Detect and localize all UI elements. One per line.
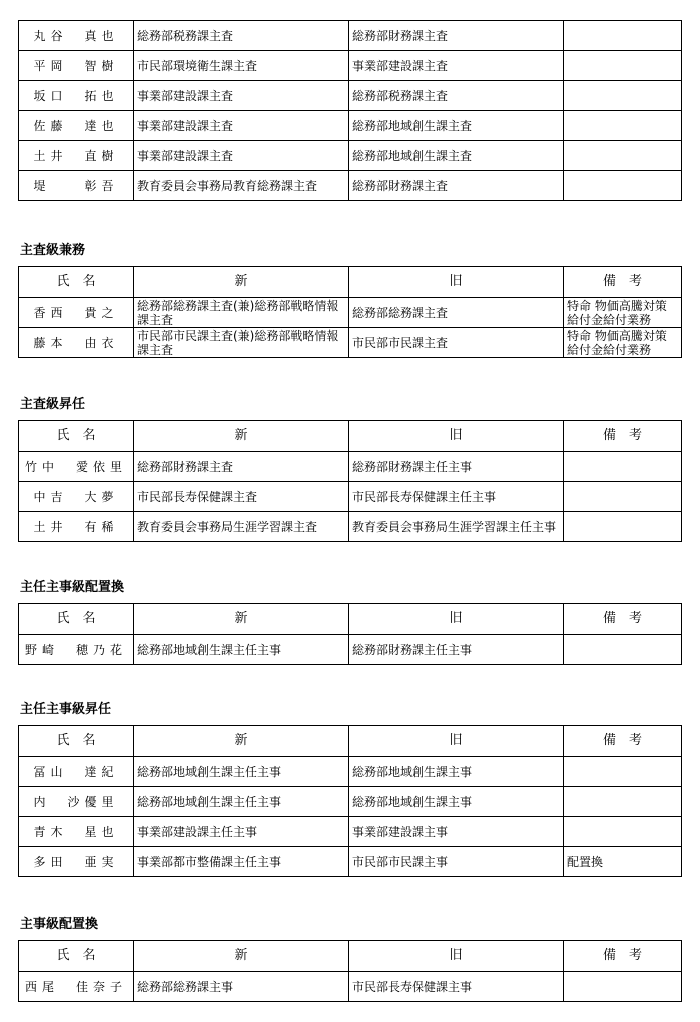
section-title: 主任主事級昇任	[20, 702, 112, 717]
table-row	[19, 171, 682, 201]
header-name: 氏 名	[19, 604, 134, 635]
personnel-table-transfer-staff	[18, 940, 681, 1002]
note-cell	[564, 171, 682, 201]
old-post-cell: 総務部地域創生課主査	[349, 111, 564, 141]
new-post-cell: 事業部建設課主査	[134, 81, 349, 111]
personnel-table-top	[18, 20, 681, 201]
old-post-cell: 市民部長寿保健課主任主事	[349, 482, 564, 512]
new-post-cell: 事業部建設課主査	[134, 111, 349, 141]
table-row	[19, 757, 682, 787]
old-post-cell: 総務部地域創生課主事	[349, 787, 564, 817]
header-old: 旧	[349, 941, 564, 972]
table-row	[19, 51, 682, 81]
note-cell	[564, 817, 682, 847]
table-header-row	[19, 941, 682, 972]
name-cell: 堤 彰吾	[19, 171, 134, 201]
header-name: 氏 名	[19, 941, 134, 972]
old-post-cell: 総務部財務課主査	[349, 21, 564, 51]
note-cell	[564, 81, 682, 111]
note-cell	[564, 757, 682, 787]
header-new: 新	[134, 604, 349, 635]
old-post-cell: 市民部市民課主査	[349, 328, 564, 358]
new-post-cell: 教育委員会事務局生涯学習課主査	[134, 512, 349, 542]
note-cell	[564, 512, 682, 542]
header-note: 備 考	[564, 604, 682, 635]
personnel-table-transfer-senior	[18, 603, 681, 665]
table-row	[19, 635, 682, 665]
new-post-cell: 市民部市民課主査(兼)総務部戦略情報課主査	[134, 328, 349, 358]
new-post-cell: 総務部総務課主査(兼)総務部戦略情報課主査	[134, 298, 349, 328]
note-cell	[564, 111, 682, 141]
personnel-table-promotion-chief	[18, 420, 681, 542]
header-note: 備 考	[564, 421, 682, 452]
note-cell	[564, 635, 682, 665]
note-cell: 特命 物価高騰対策給付金給付業務	[564, 298, 682, 328]
header-old: 旧	[349, 421, 564, 452]
table-header-row	[19, 604, 682, 635]
section-title: 主事級配置換	[20, 917, 99, 932]
old-post-cell: 総務部地域創生課主事	[349, 757, 564, 787]
table-header-row	[19, 267, 682, 298]
table-row	[19, 111, 682, 141]
note-cell	[564, 972, 682, 1002]
header-old: 旧	[349, 726, 564, 757]
name-cell: 多田 亜実	[19, 847, 134, 877]
header-new: 新	[134, 726, 349, 757]
note-cell: 配置換	[564, 847, 682, 877]
header-name: 氏 名	[19, 267, 134, 298]
note-cell	[564, 141, 682, 171]
personnel-table-concurrent	[18, 266, 681, 358]
name-cell: 内 沙優里	[19, 787, 134, 817]
header-new: 新	[134, 267, 349, 298]
name-cell: 坂口 拓也	[19, 81, 134, 111]
name-cell: 青木 星也	[19, 817, 134, 847]
new-post-cell: 総務部総務課主事	[134, 972, 349, 1002]
old-post-cell: 総務部財務課主任主事	[349, 635, 564, 665]
header-old: 旧	[349, 604, 564, 635]
header-new: 新	[134, 941, 349, 972]
new-post-cell: 教育委員会事務局教育総務課主査	[134, 171, 349, 201]
section-title: 主査級兼務	[20, 243, 86, 258]
table-header-row	[19, 421, 682, 452]
name-cell: 佐藤 達也	[19, 111, 134, 141]
table-row	[19, 817, 682, 847]
new-post-cell: 市民部長寿保健課主査	[134, 482, 349, 512]
name-cell: 中吉 大夢	[19, 482, 134, 512]
name-cell: 土井 直樹	[19, 141, 134, 171]
table-row	[19, 81, 682, 111]
new-post-cell: 総務部地域創生課主任主事	[134, 757, 349, 787]
table-row	[19, 298, 682, 328]
table-row	[19, 452, 682, 482]
table-row	[19, 21, 682, 51]
note-cell: 特命 物価高騰対策給付金給付業務	[564, 328, 682, 358]
header-name: 氏 名	[19, 726, 134, 757]
table-row	[19, 847, 682, 877]
note-cell	[564, 51, 682, 81]
name-cell: 竹中 愛依里	[19, 452, 134, 482]
name-cell: 土井 有稀	[19, 512, 134, 542]
name-cell: 藤本 由衣	[19, 328, 134, 358]
table-row	[19, 972, 682, 1002]
name-cell: 冨山 達紀	[19, 757, 134, 787]
header-new: 新	[134, 421, 349, 452]
old-post-cell: 総務部財務課主査	[349, 171, 564, 201]
new-post-cell: 総務部財務課主査	[134, 452, 349, 482]
new-post-cell: 事業部建設課主査	[134, 141, 349, 171]
name-cell: 野崎 穂乃花	[19, 635, 134, 665]
old-post-cell: 事業部建設課主事	[349, 817, 564, 847]
note-cell	[564, 482, 682, 512]
new-post-cell: 事業部都市整備課主任主事	[134, 847, 349, 877]
old-post-cell: 事業部建設課主査	[349, 51, 564, 81]
header-name: 氏 名	[19, 421, 134, 452]
name-cell: 西尾 佳奈子	[19, 972, 134, 1002]
old-post-cell: 総務部財務課主任主事	[349, 452, 564, 482]
personnel-table-promotion-senior	[18, 725, 681, 877]
note-cell	[564, 452, 682, 482]
header-note: 備 考	[564, 267, 682, 298]
new-post-cell: 市民部環境衛生課主査	[134, 51, 349, 81]
table-row	[19, 482, 682, 512]
header-note: 備 考	[564, 941, 682, 972]
name-cell: 香西 貴之	[19, 298, 134, 328]
table-row	[19, 787, 682, 817]
note-cell	[564, 787, 682, 817]
new-post-cell: 総務部地域創生課主任主事	[134, 635, 349, 665]
old-post-cell: 総務部総務課主査	[349, 298, 564, 328]
table-row	[19, 141, 682, 171]
old-post-cell: 市民部長寿保健課主事	[349, 972, 564, 1002]
section-title: 主査級昇任	[20, 397, 86, 412]
header-note: 備 考	[564, 726, 682, 757]
new-post-cell: 事業部建設課主任主事	[134, 817, 349, 847]
note-cell	[564, 21, 682, 51]
old-post-cell: 教育委員会事務局生涯学習課主任主事	[349, 512, 564, 542]
old-post-cell: 市民部市民課主事	[349, 847, 564, 877]
table-row	[19, 512, 682, 542]
table-row	[19, 328, 682, 358]
name-cell: 丸谷 真也	[19, 21, 134, 51]
old-post-cell: 総務部税務課主査	[349, 81, 564, 111]
new-post-cell: 総務部地域創生課主任主事	[134, 787, 349, 817]
header-old: 旧	[349, 267, 564, 298]
table-header-row	[19, 726, 682, 757]
new-post-cell: 総務部税務課主査	[134, 21, 349, 51]
name-cell: 平岡 智樹	[19, 51, 134, 81]
old-post-cell: 総務部地域創生課主査	[349, 141, 564, 171]
section-title: 主任主事級配置換	[20, 580, 125, 595]
